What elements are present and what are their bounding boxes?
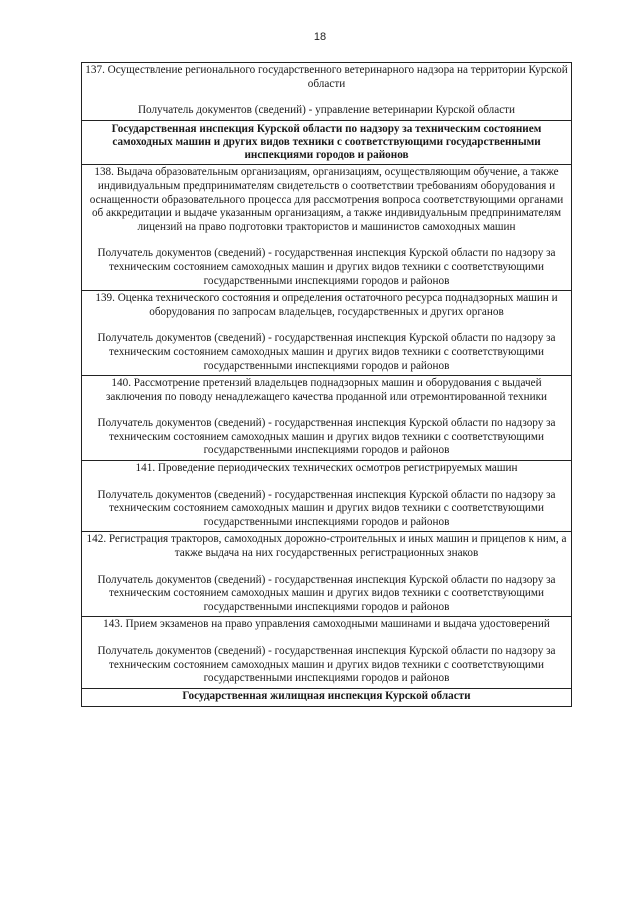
service-title: 138. Выдача образовательным организациям, организациям, осуществляющим обучение, а также индивидуальным предпринимателям свидетельств о соответствии требованиям оборудования и оснащенности образовательного процесса для рассмотрения вопроса соответствующими органами об аккредитации и выдаче указанным организациям, а также индивидуальным предпринимателям лицензий на право подготовки трактористов и машинистов самоходных машин <box>89 166 564 233</box>
table-row-142 <box>82 532 571 617</box>
document-recipient: Получатель документов (сведений) - управление ветеринарии Курской области <box>137 104 516 117</box>
section-heading-inspection: Государственная инспекция Курской области по надзору за техническим состоянием самоходных машин и других видов техники с соответствующими государственными инспекциями городов и районов <box>82 121 571 166</box>
page-number: 18 <box>313 31 327 43</box>
document-recipient: Получатель документов (сведений) - государственная инспекция Курской области по надзору за техническим состоянием самоходных машин и других видов техники с соответствующими государственными инспекциями городов и районов <box>97 573 556 613</box>
document-recipient: Получатель документов (сведений) - государственная инспекция Курской области по надзору за техническим состоянием самоходных машин и других видов техники с соответствующими государственными инспекциями городов и районов <box>97 247 556 287</box>
table-row-138 <box>82 165 571 291</box>
table-row-140 <box>82 376 571 461</box>
table-row-139 <box>82 291 571 376</box>
service-title: 137. Осуществление регионального государственного ветеринарного надзора на территории Курской области <box>85 64 568 90</box>
document-recipient: Получатель документов (сведений) - государственная инспекция Курской области по надзору за техническим состоянием самоходных машин и других видов техники с соответствующими государственными инспекциями городов и районов <box>97 645 556 685</box>
table-row-143 <box>82 617 571 688</box>
service-title: 141. Проведение периодических технических осмотров регистрируемых машин <box>135 462 518 475</box>
document-recipient: Получатель документов (сведений) - государственная инспекция Курской области по надзору за техническим состоянием самоходных машин и других видов техники с соответствующими государственными инспекциями городов и районов <box>97 417 556 457</box>
table-row-141 <box>82 461 571 532</box>
service-title: 143. Прием экзаменов на право управления самоходными машинами и выдача удостоверений <box>103 618 550 631</box>
service-title: 139. Оценка технического состояния и определения остаточного ресурса поднадзорных машин и оборудования по запросам владельцев, государственных и других органов <box>95 292 558 318</box>
section-heading-housing: Государственная жилищная инспекция Курской области <box>82 689 571 707</box>
table-row-137 <box>82 63 571 121</box>
document-recipient: Получатель документов (сведений) - государственная инспекция Курской области по надзору за техническим состоянием самоходных машин и других видов техники с соответствующими государственными инспекциями городов и районов <box>97 488 556 528</box>
service-title: 142. Регистрация тракторов, самоходных дорожно-строительных и иных машин и прицепов к ним, а также выдача на них государственных регистрационных знаков <box>86 533 567 560</box>
service-title: 140. Рассмотрение претензий владельцев поднадзорных машин и оборудования с выдачей заключения по поводу ненадлежащего качества проданной или отремонтированной техники <box>105 377 547 403</box>
document-recipient: Получатель документов (сведений) - государственная инспекция Курской области по надзору за техническим состоянием самоходных машин и других видов техники с соответствующими государственными инспекциями городов и районов <box>97 332 556 372</box>
services-table <box>81 62 572 707</box>
